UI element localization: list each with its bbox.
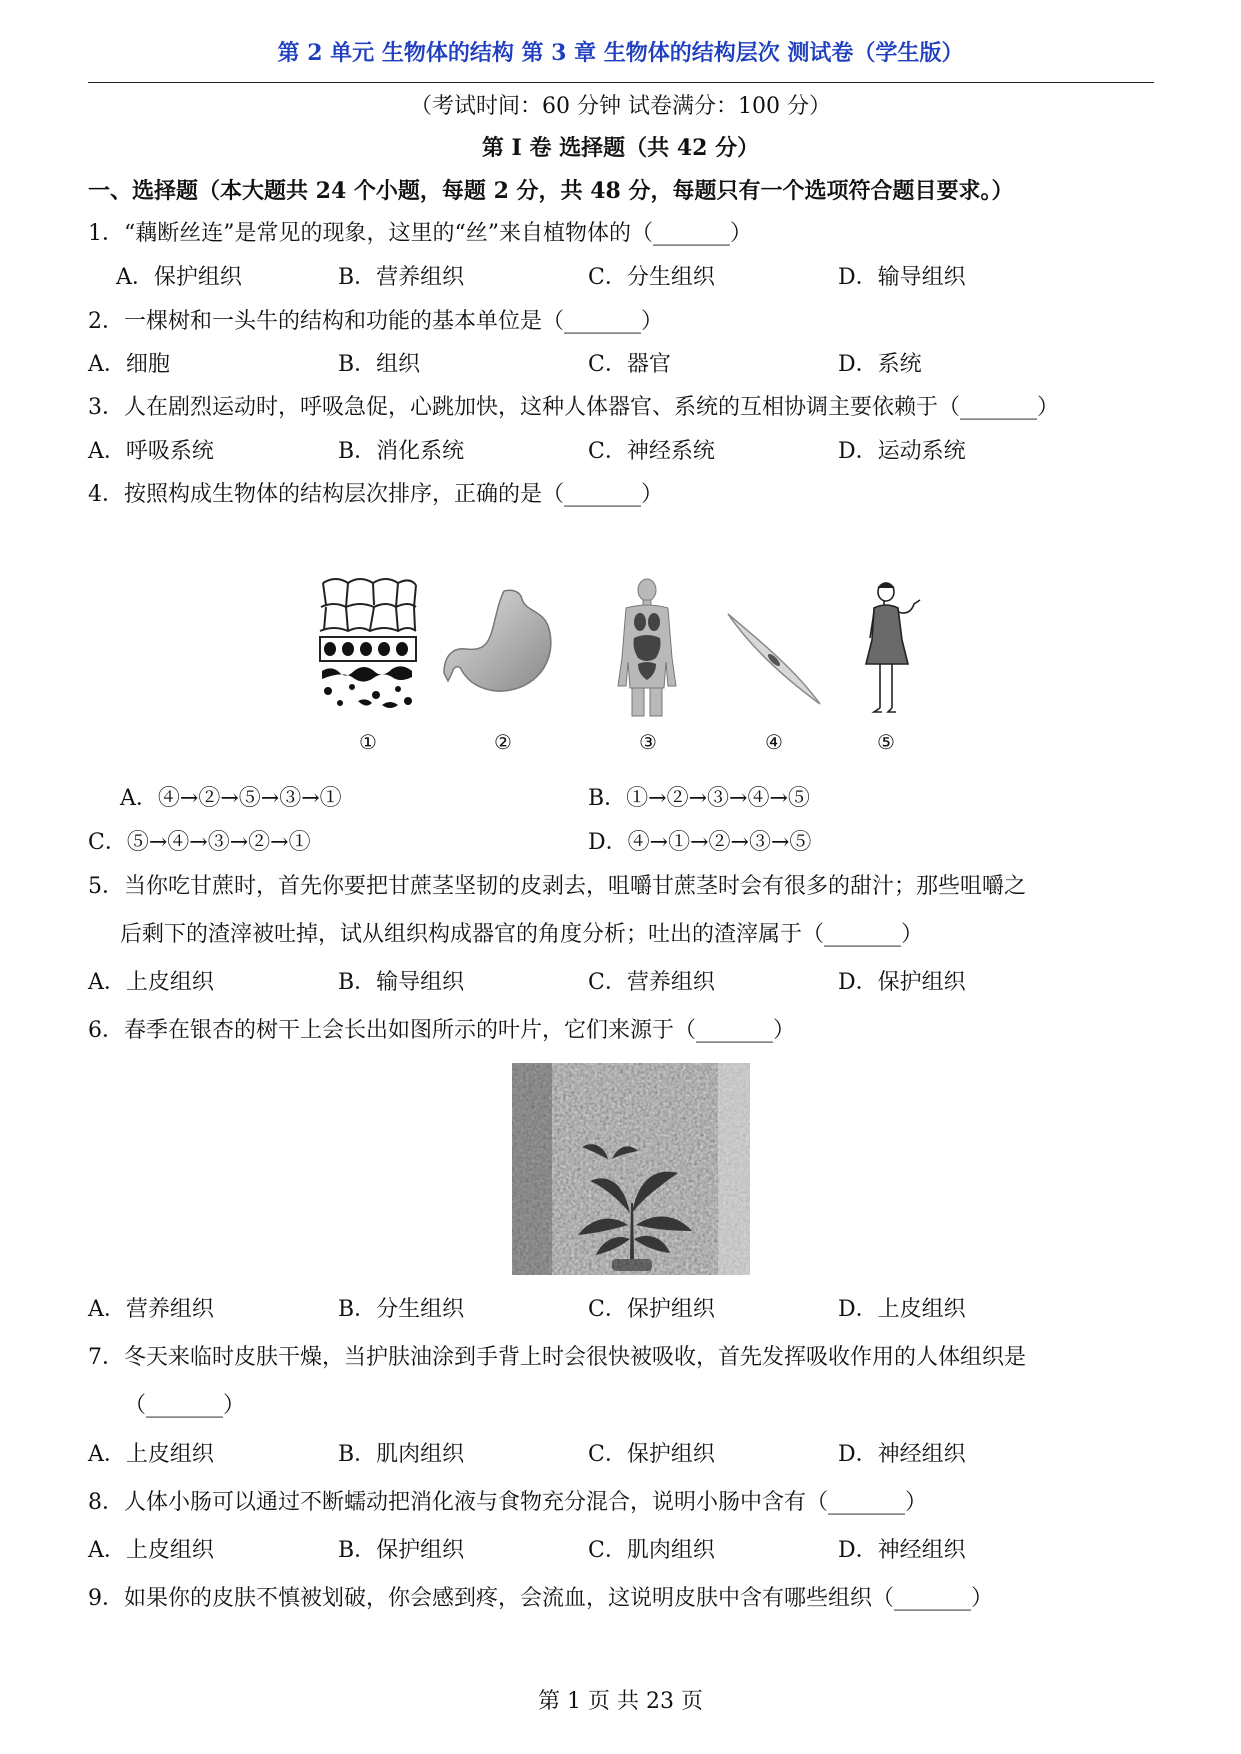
q8-option-c: C．肌肉组织 — [588, 1538, 715, 1563]
question-3-stem: 3．人在剧烈运动时，呼吸急促，心跳加快，这种人体器官、系统的互相协调主要依赖于（_______） — [88, 395, 1060, 420]
q4-option-a: A．④→②→⑤→③→① — [120, 786, 342, 811]
question-7-stem-line-2: （_______） — [124, 1393, 246, 1418]
figure-label-2: ② — [494, 730, 512, 754]
question-2-stem: 2．一棵树和一头牛的结构和功能的基本单位是（_______） — [88, 309, 663, 334]
question-4-stem: 4．按照构成生物体的结构层次排序，正确的是（_______） — [88, 482, 663, 507]
q4-option-b: B．①→②→③→④→⑤ — [588, 786, 810, 811]
q3-option-c: C．神经系统 — [588, 439, 715, 464]
exam-info: （考试时间：60 分钟 试卷满分：100 分） — [410, 94, 831, 119]
human-organ-system-figure — [612, 578, 682, 722]
question-8-stem: 8．人体小肠可以通过不断蠕动把消化液与食物充分混合，说明小肠中含有（_______） — [88, 1490, 927, 1515]
q5-option-b: B．输导组织 — [338, 970, 465, 995]
q8-option-b: B．保护组织 — [338, 1538, 465, 1563]
q2-option-b: B．组织 — [338, 352, 421, 377]
tissue-cells-figure — [318, 575, 418, 719]
q6-option-d: D．上皮组织 — [838, 1297, 966, 1322]
page-header: 第 2 单元 生物体的结构 第 3 章 生物体的结构层次 测试卷（学生版） — [277, 40, 964, 66]
q1-option-b: B．营养组织 — [338, 265, 465, 290]
question-5-stem-line-1: 5．当你吃甘蔗时，首先你要把甘蔗茎坚韧的皮剥去，咀嚼甘蔗茎时会有很多的甜汁；那些咀嚼之 — [88, 874, 1027, 899]
q6-option-b: B．分生组织 — [338, 1297, 465, 1322]
q5-option-d: D．保护组织 — [838, 970, 966, 995]
q6-option-a: A．营养组织 — [88, 1297, 214, 1322]
q5-option-a: A．上皮组织 — [88, 970, 214, 995]
q7-option-c: C．保护组织 — [588, 1442, 715, 1467]
q7-option-a: A．上皮组织 — [88, 1442, 214, 1467]
question-1-stem: 1．“藕断丝连”是常见的现象，这里的“丝”来自植物体的（_______） — [88, 221, 752, 246]
q3-option-a: A．呼吸系统 — [88, 439, 214, 464]
question-9-stem: 9．如果你的皮肤不慎被划破，你会感到疼，会流血，这说明皮肤中含有哪些组织（_______） — [88, 1586, 993, 1611]
q2-option-c: C．器官 — [588, 352, 671, 377]
section-title: 一、选择题（本大题共 24 个小题，每题 2 分，共 48 分，每题只有一个选项符合题目要求。） — [88, 178, 1014, 204]
q4-option-d: D．④→①→②→③→⑤ — [588, 830, 812, 855]
question-7-stem-line-1: 7．冬天来临时皮肤干燥，当护肤油涂到手背上时会很快被吸收，首先发挥吸收作用的人体组织是 — [88, 1345, 1027, 1370]
q3-option-b: B．消化系统 — [338, 439, 465, 464]
figure-label-1: ① — [359, 730, 377, 754]
stomach-figure — [442, 585, 562, 709]
q2-option-a: A．细胞 — [88, 352, 170, 377]
q3-option-d: D．运动系统 — [838, 439, 966, 464]
header-rule — [88, 82, 1154, 83]
q8-option-d: D．神经组织 — [838, 1538, 966, 1563]
q4-option-c: C．⑤→④→③→②→① — [88, 830, 311, 855]
q1-option-d: D．输导组织 — [838, 265, 966, 290]
question-5-stem-line-2: 后剩下的渣滓被吐掉，试从组织构成器官的角度分析；吐出的渣滓属于（_______） — [120, 922, 924, 947]
q2-option-d: D．系统 — [838, 352, 922, 377]
muscle-cell-figure — [724, 608, 824, 712]
q7-option-b: B．肌肉组织 — [338, 1442, 465, 1467]
question-6-stem: 6．春季在银杏的树干上会长出如图所示的叶片，它们来源于（_______） — [88, 1018, 795, 1043]
ginkgo-trunk-leaves-photo — [512, 1063, 750, 1279]
woman-figure — [862, 580, 926, 724]
q1-option-a: A．保护组织 — [116, 265, 242, 290]
page-footer: 第 1 页 共 23 页 — [538, 1689, 703, 1714]
volume-title: 第 I 卷 选择题（共 42 分） — [481, 135, 760, 161]
figure-label-5: ⑤ — [877, 730, 895, 754]
q7-option-d: D．神经组织 — [838, 1442, 966, 1467]
q8-option-a: A．上皮组织 — [88, 1538, 214, 1563]
figure-label-3: ③ — [639, 730, 657, 754]
figure-label-4: ④ — [765, 730, 783, 754]
q1-option-c: C．分生组织 — [588, 265, 715, 290]
q5-option-c: C．营养组织 — [588, 970, 715, 995]
q6-option-c: C．保护组织 — [588, 1297, 715, 1322]
